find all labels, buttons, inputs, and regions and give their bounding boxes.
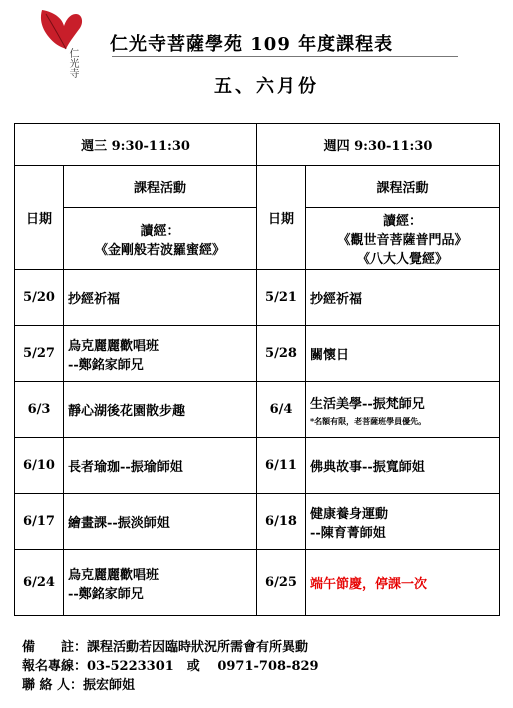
wed-date-label: 日期 — [15, 166, 64, 270]
activity-teacher: --鄭銘家師兄 — [68, 357, 144, 373]
wed-activity — [64, 382, 257, 438]
table-row — [15, 494, 500, 550]
footer-phone: 報名專線：03-5223301 或 0971-708-829 — [22, 659, 319, 674]
footer-contact: 聯 絡 人：振宏師姐 — [22, 678, 136, 693]
table-row — [15, 550, 500, 616]
wed-header: 週三 9:30-11:30 — [15, 124, 257, 166]
wed-activity — [64, 326, 257, 382]
activity-line: 繪畫課--振淡師姐 — [68, 516, 170, 531]
activity-teacher: --鄭銘家師兄 — [68, 586, 144, 602]
page-subtitle: 五、六月份 — [214, 76, 319, 97]
thu-activity — [306, 438, 500, 494]
wed-sutra — [64, 208, 257, 270]
temple-logo — [36, 6, 88, 96]
footer-note: 備 註：課程活動若因臨時狀況所需會有所異動 — [22, 640, 309, 655]
thu-activity — [306, 270, 500, 326]
wed-date: 5/20 — [15, 270, 64, 326]
wed-date: 5/27 — [15, 326, 64, 382]
activity-line: 生活美學--振梵師兄 — [310, 396, 425, 412]
wed-activity-label: 課程活動 — [64, 166, 257, 208]
wed-activity — [64, 270, 257, 326]
activity-line: 烏克麗麗歡唱班 — [68, 567, 160, 583]
logo-text: 仁光寺 — [67, 48, 78, 78]
thu-sutra — [306, 208, 500, 270]
thu-date: 6/25 — [257, 550, 306, 616]
wed-date: 6/17 — [15, 494, 64, 550]
title-underline — [112, 56, 458, 57]
wed-activity — [64, 494, 257, 550]
thu-sutra-line1: 讀經： — [382, 214, 422, 229]
thu-activity — [306, 550, 500, 616]
thu-date: 6/18 — [257, 494, 306, 550]
wed-sutra-line2: 《金剛般若波羅蜜經》 — [94, 242, 225, 258]
activity-line: 關懷日 — [310, 348, 350, 363]
table-row — [15, 270, 500, 326]
activity-note: *名額有限，老菩薩班學員優先。 — [310, 415, 427, 426]
thu-date: 5/21 — [257, 270, 306, 326]
wed-date: 6/24 — [15, 550, 64, 616]
thu-header: 週四 9:30-11:30 — [257, 124, 500, 166]
thu-activity — [306, 382, 500, 438]
thu-date-label: 日期 — [257, 166, 306, 270]
activity-line: 佛典故事--振寬師姐 — [310, 460, 425, 475]
activity-line: 抄經祈福 — [68, 292, 121, 307]
activity-line: 抄經祈福 — [310, 292, 363, 307]
schedule-table — [14, 123, 500, 616]
wed-activity — [64, 438, 257, 494]
thu-activity — [306, 494, 500, 550]
activity-line: 長者瑜珈--振瑜師姐 — [68, 460, 183, 475]
thu-date: 6/11 — [257, 438, 306, 494]
wed-date: 6/3 — [15, 382, 64, 438]
footer-info — [22, 638, 502, 695]
thu-activity-label: 課程活動 — [306, 166, 500, 208]
thu-sutra-line3: 《八大人覺經》 — [356, 252, 448, 267]
table-row — [15, 438, 500, 494]
activity-line: 靜心湖後花園散步趣 — [68, 404, 186, 419]
thu-sutra-line2: 《觀世音菩薩普門品》 — [337, 233, 468, 248]
page-title: 仁光寺菩薩學苑 109 年度課程表 — [110, 34, 394, 55]
activity-label-row — [15, 166, 500, 208]
thu-activity — [306, 326, 500, 382]
wed-activity — [64, 550, 257, 616]
table-row — [15, 382, 500, 438]
thu-date: 6/4 — [257, 382, 306, 438]
bodhi-leaf-icon — [36, 6, 88, 50]
cancellation-notice: 端午節慶，停課一次 — [310, 577, 428, 592]
wed-sutra-line1: 讀經： — [140, 223, 180, 239]
thu-date: 5/28 — [257, 326, 306, 382]
activity-teacher: --陳育菁師姐 — [310, 525, 386, 541]
activity-line: 烏克麗麗歡唱班 — [68, 338, 160, 354]
activity-line: 健康養身運動 — [310, 506, 389, 522]
table-header-row — [15, 124, 500, 166]
wed-date: 6/10 — [15, 438, 64, 494]
table-row — [15, 326, 500, 382]
